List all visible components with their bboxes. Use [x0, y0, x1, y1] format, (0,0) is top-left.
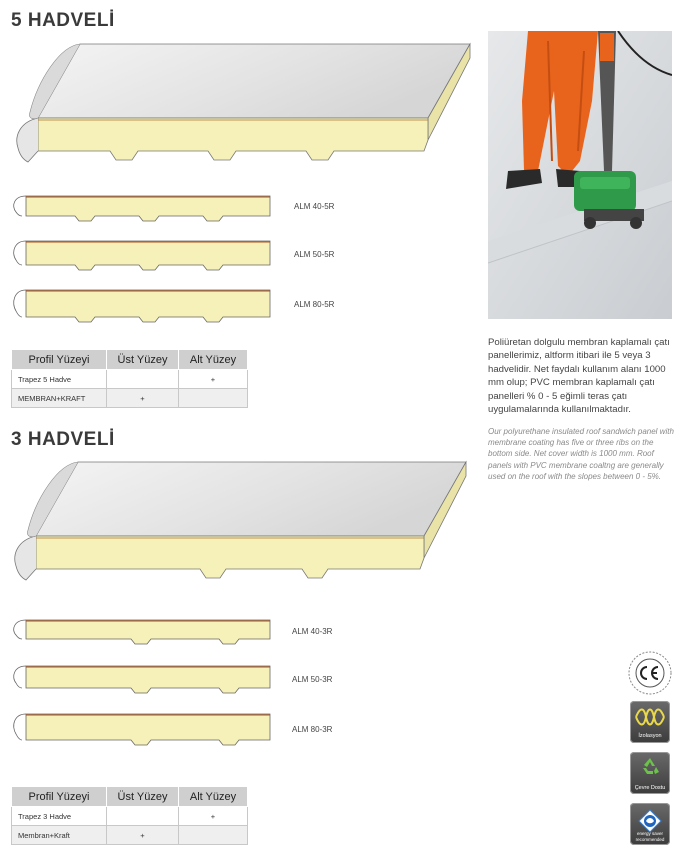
table-cell: Trapez 5 Hadve	[12, 370, 107, 389]
badge-label: energy saver recommended	[635, 831, 665, 842]
table-cell: +	[179, 370, 248, 389]
panel-profile-alm-50-5r	[8, 237, 278, 271]
table-cell: Membran+Kraft	[12, 826, 107, 845]
spec-table-3-ribs	[11, 786, 248, 845]
table-header: Üst Yüzey	[107, 350, 179, 370]
table-cell: +	[107, 826, 179, 845]
insulation-badge	[630, 701, 670, 743]
panel-3d-3-ribs	[8, 458, 473, 586]
table-cell: MEMBRAN+KRAFT	[12, 389, 107, 408]
eco-badge	[630, 752, 670, 794]
table-header: Alt Yüzey	[179, 787, 248, 807]
badge-label: İzolasyon	[638, 733, 662, 739]
panel-label: ALM 50-5R	[294, 250, 335, 259]
table-cell: +	[107, 389, 179, 408]
table-row	[12, 826, 248, 845]
worker-photo	[488, 31, 672, 319]
panel-3d-5-ribs	[8, 40, 478, 170]
insulation-icon	[634, 706, 666, 728]
description-tr: Poliüretan dolgulu membran kaplamalı çatı panellerimiz, altform itibari ile 5 veya 3 hadvelidir. Net faydalı kullanım alanı 1000 mm olup; PVC membran kaplamalı çatı panelleri % 0 - 5 eğimli teras çatı uygulamalarında kullanılmaktadır.	[488, 337, 670, 416]
table-header: Üst Yüzey	[107, 787, 179, 807]
table-row	[12, 807, 248, 826]
panel-profile-alm-80-5r	[8, 286, 278, 324]
table-cell	[107, 370, 179, 389]
panel-label: ALM 80-5R	[294, 300, 335, 309]
panel-profile-alm-40-3r	[8, 616, 278, 646]
panel-profile-alm-50-3r	[8, 662, 278, 696]
description-en: Our polyurethane insulated roof sandwich panel with membrane coating has five or three ribs on the bottom side. Net cover width is 1000 mm. Roof panels with PVC membrane coaltng are generally used on the roof with the slopes between 0 - 5%.	[488, 427, 674, 481]
section-title-3-ribs: 3 HADVELİ	[11, 429, 115, 450]
badge-label: Çevre Dostu	[634, 785, 666, 791]
panel-label: ALM 50-3R	[292, 675, 333, 684]
table-row	[12, 389, 248, 408]
panel-label: ALM 80-3R	[292, 725, 333, 734]
table-cell	[107, 807, 179, 826]
panel-label: ALM 40-5R	[294, 202, 335, 211]
panel-label: ALM 40-3R	[292, 627, 333, 636]
table-header: Profil Yüzeyi	[12, 350, 107, 370]
table-cell: Trapez 3 Hadve	[12, 807, 107, 826]
panel-profile-alm-40-5r	[8, 192, 278, 222]
panel-profile-alm-80-3r	[8, 710, 278, 748]
ce-seal-icon	[627, 650, 673, 696]
table-cell: +	[179, 807, 248, 826]
table-row	[12, 370, 248, 389]
recycle-icon	[639, 756, 661, 776]
table-header: Alt Yüzey	[179, 350, 248, 370]
section-title-5-ribs: 5 HADVELİ	[11, 10, 115, 31]
table-cell	[179, 826, 248, 845]
energy-badge	[630, 803, 670, 845]
spec-table-5-ribs	[11, 349, 248, 408]
table-cell	[179, 389, 248, 408]
table-header: Profil Yüzeyi	[12, 787, 107, 807]
